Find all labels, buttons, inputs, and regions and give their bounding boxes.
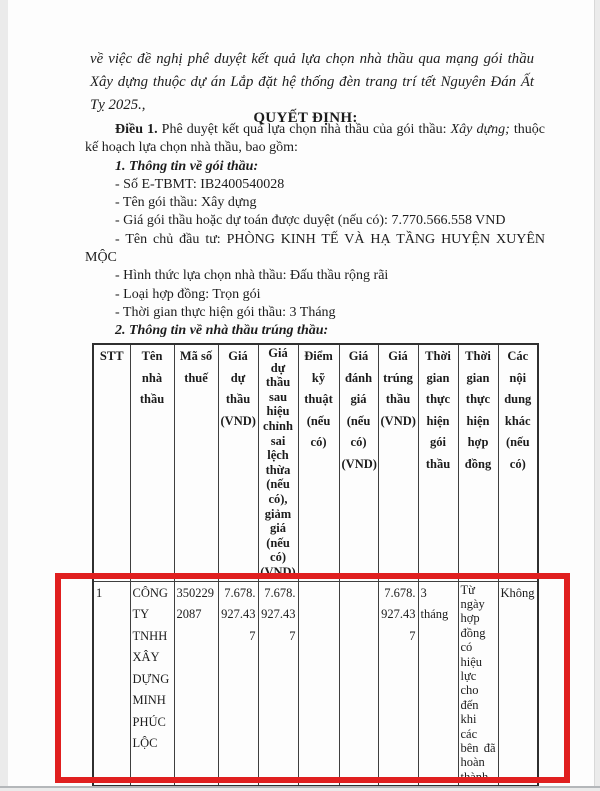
cell-stt: 1 xyxy=(93,581,130,786)
header-winning-price: Giá trúng thầu (VND) xyxy=(378,344,418,581)
package-info-name: - Tên gói thầu: Xây dựng xyxy=(115,195,257,211)
header-bid-price: Giá dự thầu (VND) xyxy=(218,344,258,581)
document-subject-line: về việc đề nghị phê duyệt kết quả lựa chọn nhà thầu qua mạng gói thầu Xây dựng thuộc dự án Lắp đặt hệ thống đèn trang trí tết Nguyên Đán Ất Tỵ 2025., xyxy=(90,51,534,113)
article-1-label: Điều 1. xyxy=(115,122,158,137)
package-info-contract-type: - Loại hợp đồng: Trọn gói xyxy=(115,286,261,302)
table-header-row xyxy=(93,344,538,581)
package-info-etbmt: - Số E-TBMT: IB2400540028 xyxy=(115,176,285,192)
package-info-investor: - Tên chủ đầu tư: PHÒNG KINH TẾ VÀ HẠ TẦNG HUYỆN XUYÊN MỘC xyxy=(85,231,545,266)
cell-tax-code: 3502292087 xyxy=(174,581,218,786)
cell-bid-price: 7.678.927.437 xyxy=(218,581,258,786)
header-tax-code: Mã số thuế xyxy=(174,344,218,581)
package-name-italic: Xây dựng; xyxy=(450,122,510,137)
header-evaluated-price: Giá đánh giá (nếu có) (VND) xyxy=(339,344,378,581)
article-1-text-after: thuộc kế hoạch lựa chọn nhà thầu, bao gồm: xyxy=(85,122,545,156)
package-info-price: - Giá gói thầu hoặc dự toán được duyệt (nếu có): 7.770.566.558 VND xyxy=(115,213,506,229)
article-1-text: Phê duyệt kết quả lựa chọn nhà thầu của gói thầu: xyxy=(157,122,451,137)
decision-heading: QUYẾT ĐỊNH: xyxy=(253,110,358,126)
document-body xyxy=(85,121,545,341)
header-technical-score: Điểm kỹ thuật (nếu có) xyxy=(298,344,339,581)
cell-winning-price: 7.678.927.437 xyxy=(378,581,418,786)
section-1-heading: 1. Thông tin về gói thầu: xyxy=(115,158,259,174)
package-info-duration: - Thời gian thực hiện gói thầu: 3 Tháng xyxy=(115,304,336,320)
header-contractor-name: Tên nhà thầu xyxy=(130,344,174,581)
cell-bid-price-adjusted: 7.678.927.437 xyxy=(258,581,298,786)
page-bottom-divider xyxy=(0,786,600,788)
cell-other-content: Không xyxy=(498,581,538,786)
cell-package-duration: 3 tháng xyxy=(418,581,458,786)
article-1-paragraph xyxy=(85,121,545,158)
cell-contract-duration: Từ ngày hợp đồng có hiệu lực cho đến khi các bên đã hoàn thành xyxy=(458,581,498,786)
header-stt: STT xyxy=(93,344,130,581)
document-page xyxy=(8,0,595,786)
header-package-duration: Thời gian thực hiện gói thầu xyxy=(418,344,458,581)
header-bid-price-adjusted: Giá dự thầu sau hiệu chỉnh sai lệch thừa (nếu có), giảm giá (nếu có) (VND) xyxy=(258,344,298,581)
section-2-heading: 2. Thông tin về nhà thầu trúng thầu: xyxy=(115,323,329,339)
red-highlight-annotation xyxy=(55,573,570,783)
cell-contractor-name: CÔNG TY TNHH XÂY DỰNG MINH PHÚC LỘC xyxy=(130,581,174,786)
header-contract-duration: Thời gian thực hiện hợp đồng xyxy=(458,344,498,581)
header-other-content: Các nội dung khác (nếu có) xyxy=(498,344,538,581)
package-info-selection-method: - Hình thức lựa chọn nhà thầu: Đấu thầu rộng rãi xyxy=(115,268,389,284)
